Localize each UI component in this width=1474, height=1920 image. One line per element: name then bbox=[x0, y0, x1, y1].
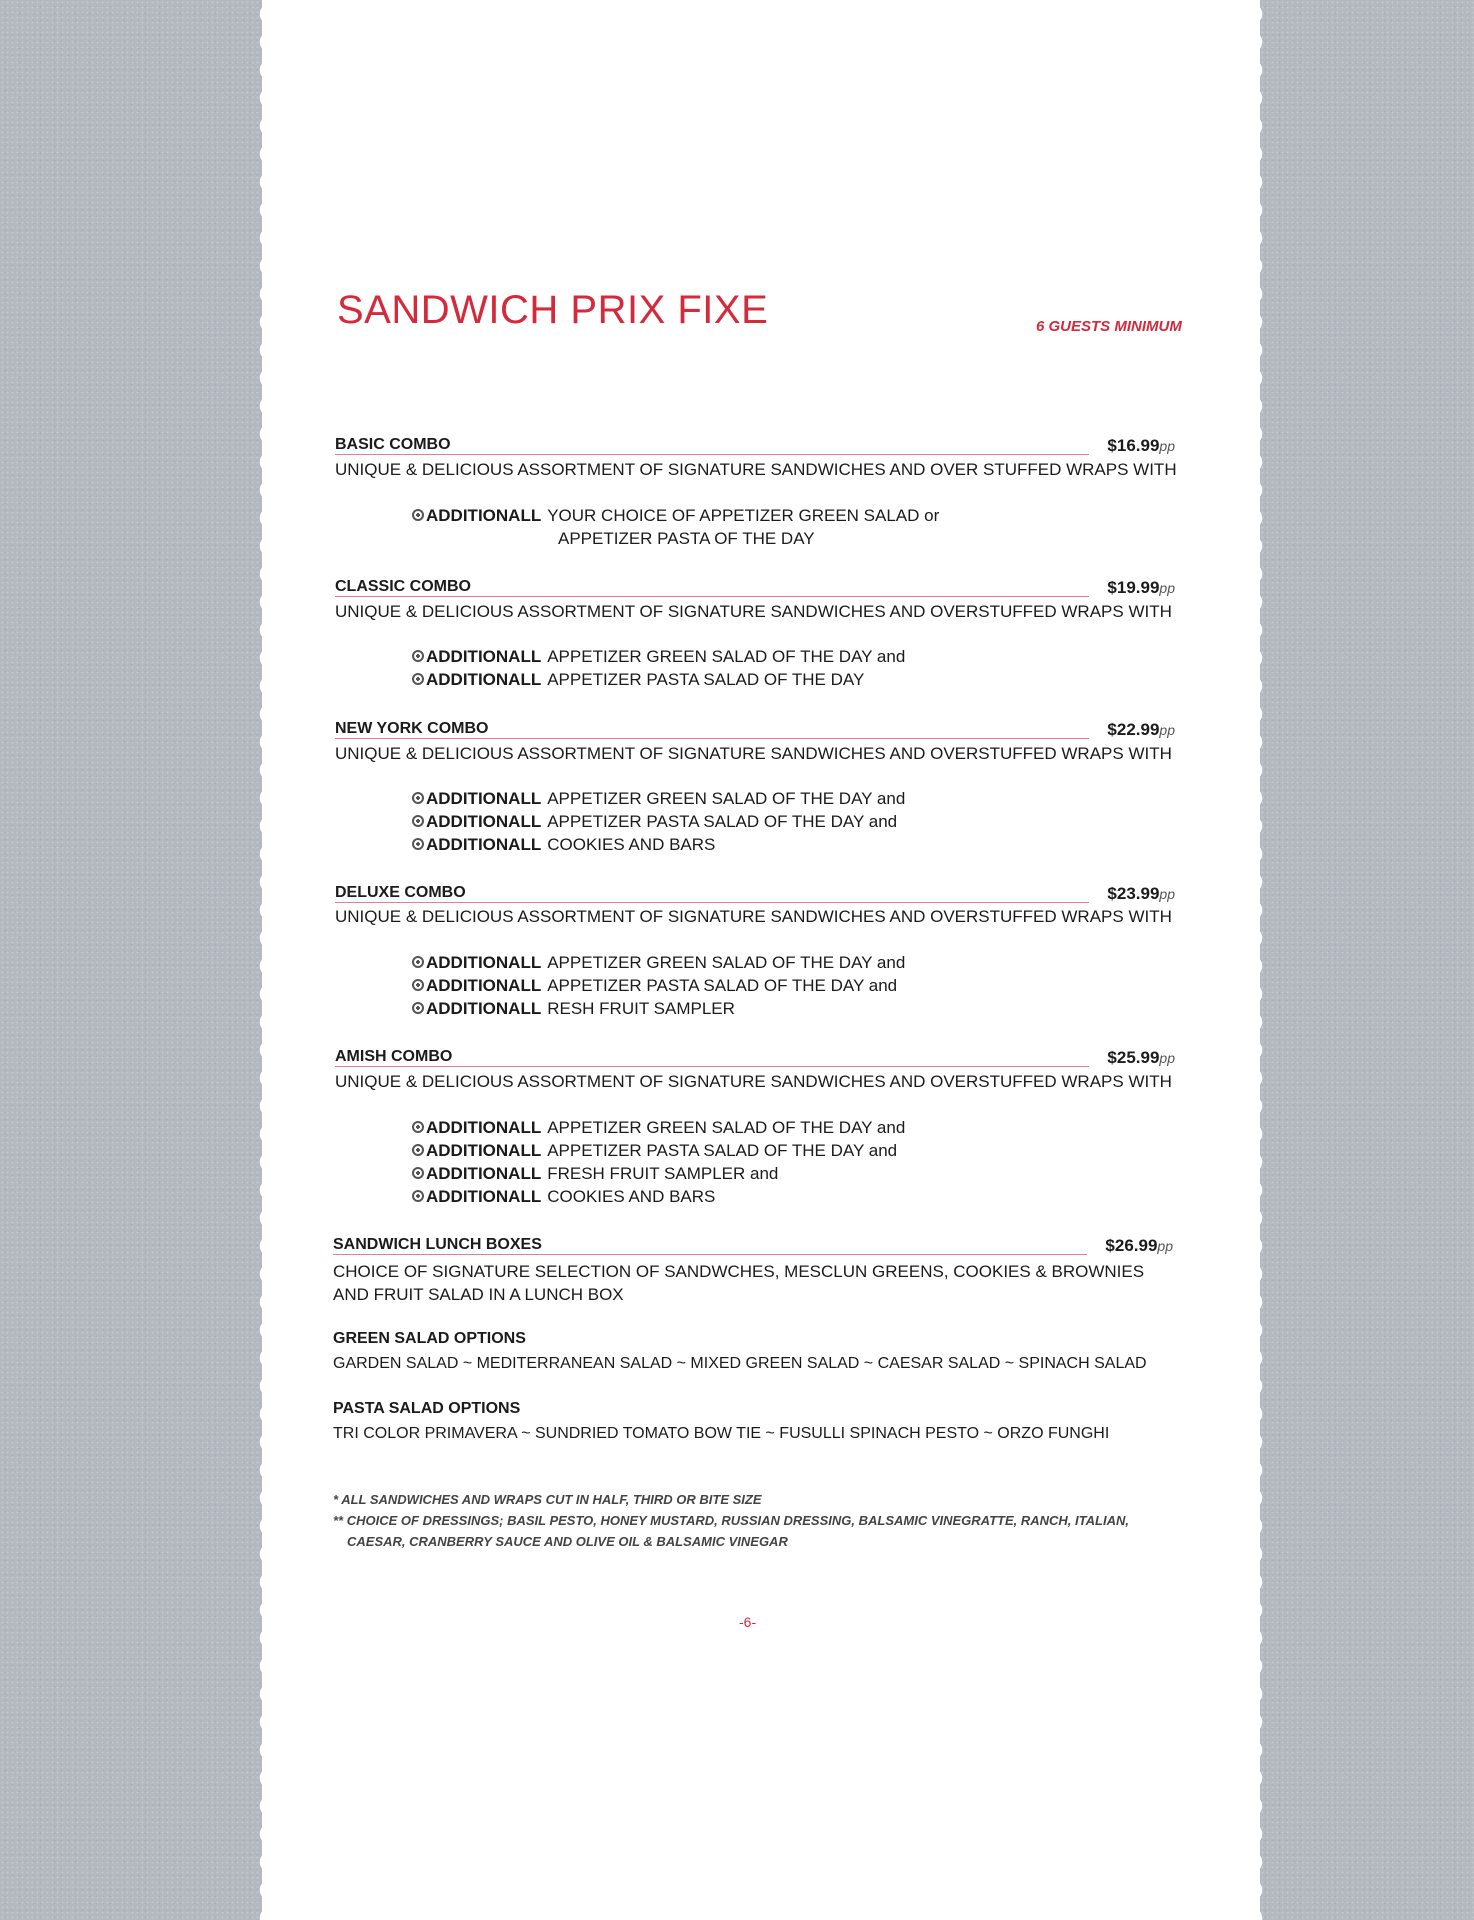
pasta-salad-options-list: TRI COLOR PRIMAVERA ~ SUNDRIED TOMATO BOW TIE ~ FUSULLI SPINACH PESTO ~ ORZO FUNGHI bbox=[333, 1425, 1110, 1442]
plus-circle-icon bbox=[412, 673, 424, 685]
combo-price: $16.99pp bbox=[1107, 436, 1175, 455]
addition-row: ADDITIONALL APPETIZER PASTA SALAD OF THE DAY and bbox=[412, 976, 897, 998]
combo-header-basic bbox=[335, 436, 1175, 458]
combo-header-classic bbox=[335, 578, 1175, 600]
plus-circle-icon bbox=[412, 956, 424, 968]
combo-description: UNIQUE & DELICIOUS ASSORTMENT OF SIGNATURE SANDWICHES AND OVERSTUFFED WRAPS WITH bbox=[335, 907, 1172, 926]
footnote-dressings: ** CHOICE OF DRESSINGS; BASIL PESTO, HONEY MUSTARD, RUSSIAN DRESSING, BALSAMIC VINEGRATTE, RANCH, ITALIAN, bbox=[333, 1513, 1129, 1528]
addition-row: ADDITIONALL APPETIZER GREEN SALAD OF THE DAY and bbox=[412, 953, 905, 975]
addition-row: ADDITIONALL APPETIZER GREEN SALAD OF THE DAY and bbox=[412, 789, 905, 811]
plus-circle-icon bbox=[412, 1121, 424, 1133]
combo-description: CHOICE OF SIGNATURE SELECTION OF SANDWCHES, MESCLUN GREENS, COOKIES & BROWNIES AND FRUIT SALAD IN A LUNCH BOX bbox=[333, 1262, 1145, 1304]
combo-name: BASIC COMBO bbox=[335, 436, 451, 453]
pasta-salad-options-heading: PASTA SALAD OPTIONS bbox=[333, 1400, 521, 1417]
plus-circle-icon bbox=[412, 1190, 424, 1202]
plus-circle-icon bbox=[412, 650, 424, 662]
plus-circle-icon bbox=[412, 979, 424, 991]
addition-continuation: APPETIZER PASTA OF THE DAY bbox=[558, 529, 815, 548]
plus-circle-icon bbox=[412, 1167, 424, 1179]
plus-circle-icon bbox=[412, 1144, 424, 1156]
plus-circle-icon bbox=[412, 792, 424, 804]
page-title: SANDWICH PRIX FIXE bbox=[337, 288, 769, 332]
combo-price: $19.99pp bbox=[1107, 578, 1175, 597]
addition-row: ADDITIONALL YOUR CHOICE OF APPETIZER GREEN SALAD or bbox=[412, 506, 939, 528]
combo-name: CLASSIC COMBO bbox=[335, 578, 471, 595]
leader-line bbox=[335, 738, 1089, 739]
page-number: -6- bbox=[739, 1614, 757, 1630]
guests-minimum-note: 6 GUESTS MINIMUM bbox=[1036, 318, 1182, 335]
plus-circle-icon bbox=[412, 1002, 424, 1014]
leader-line bbox=[335, 902, 1089, 903]
combo-name: DELUXE COMBO bbox=[335, 884, 466, 901]
combo-header-new-york bbox=[335, 720, 1175, 742]
combo-price: $23.99pp bbox=[1107, 884, 1175, 903]
addition-row: ADDITIONALL APPETIZER GREEN SALAD OF THE DAY and bbox=[412, 647, 905, 669]
footnote-dressings-continued: CAESAR, CRANBERRY SAUCE AND OLIVE OIL & BALSAMIC VINEGAR bbox=[347, 1534, 788, 1549]
leader-line bbox=[335, 1066, 1089, 1067]
plus-circle-icon bbox=[412, 509, 424, 521]
addition-row: ADDITIONALL COOKIES AND BARS bbox=[412, 835, 715, 857]
combo-price: $26.99pp bbox=[1105, 1236, 1173, 1255]
plus-circle-icon bbox=[412, 815, 424, 827]
addition-row: ADDITIONALL RESH FRUIT SAMPLER bbox=[412, 999, 735, 1021]
leader-line bbox=[335, 454, 1089, 455]
addition-row: ADDITIONALL COOKIES AND BARS bbox=[412, 1187, 715, 1209]
footnote-cut-size: * ALL SANDWICHES AND WRAPS CUT IN HALF, THIRD OR BITE SIZE bbox=[333, 1492, 762, 1507]
scalloped-edge-left bbox=[254, 0, 270, 1920]
combo-description: UNIQUE & DELICIOUS ASSORTMENT OF SIGNATURE SANDWICHES AND OVER STUFFED WRAPS WITH bbox=[335, 460, 1177, 479]
combo-name: AMISH COMBO bbox=[335, 1048, 453, 1065]
combo-header-amish bbox=[335, 1048, 1175, 1070]
combo-header-lunch-boxes bbox=[333, 1236, 1173, 1258]
combo-header-deluxe bbox=[335, 884, 1175, 906]
plus-circle-icon bbox=[412, 838, 424, 850]
combo-name: NEW YORK COMBO bbox=[335, 720, 489, 737]
addition-row: ADDITIONALL APPETIZER PASTA SALAD OF THE DAY and bbox=[412, 1141, 897, 1163]
scalloped-edge-right bbox=[1252, 0, 1268, 1920]
combo-description: UNIQUE & DELICIOUS ASSORTMENT OF SIGNATURE SANDWICHES AND OVERSTUFFED WRAPS WITH bbox=[335, 602, 1172, 621]
combo-price: $22.99pp bbox=[1107, 720, 1175, 739]
addition-row: ADDITIONALL APPETIZER GREEN SALAD OF THE DAY and bbox=[412, 1118, 905, 1140]
combo-description: UNIQUE & DELICIOUS ASSORTMENT OF SIGNATURE SANDWICHES AND OVERSTUFFED WRAPS WITH bbox=[335, 1072, 1172, 1091]
addition-row: ADDITIONALL FRESH FRUIT SAMPLER and bbox=[412, 1164, 778, 1186]
combo-price: $25.99pp bbox=[1107, 1048, 1175, 1067]
addition-row: ADDITIONALL APPETIZER PASTA SALAD OF THE DAY bbox=[412, 670, 864, 692]
leader-line bbox=[333, 1254, 1087, 1255]
addition-row: ADDITIONALL APPETIZER PASTA SALAD OF THE DAY and bbox=[412, 812, 897, 834]
combo-description: UNIQUE & DELICIOUS ASSORTMENT OF SIGNATURE SANDWICHES AND OVERSTUFFED WRAPS WITH bbox=[335, 744, 1172, 763]
combo-name: SANDWICH LUNCH BOXES bbox=[333, 1236, 542, 1253]
green-salad-options-heading: GREEN SALAD OPTIONS bbox=[333, 1330, 526, 1347]
green-salad-options-list: GARDEN SALAD ~ MEDITERRANEAN SALAD ~ MIXED GREEN SALAD ~ CAESAR SALAD ~ SPINACH SALAD bbox=[333, 1355, 1147, 1372]
leader-line bbox=[335, 596, 1089, 597]
